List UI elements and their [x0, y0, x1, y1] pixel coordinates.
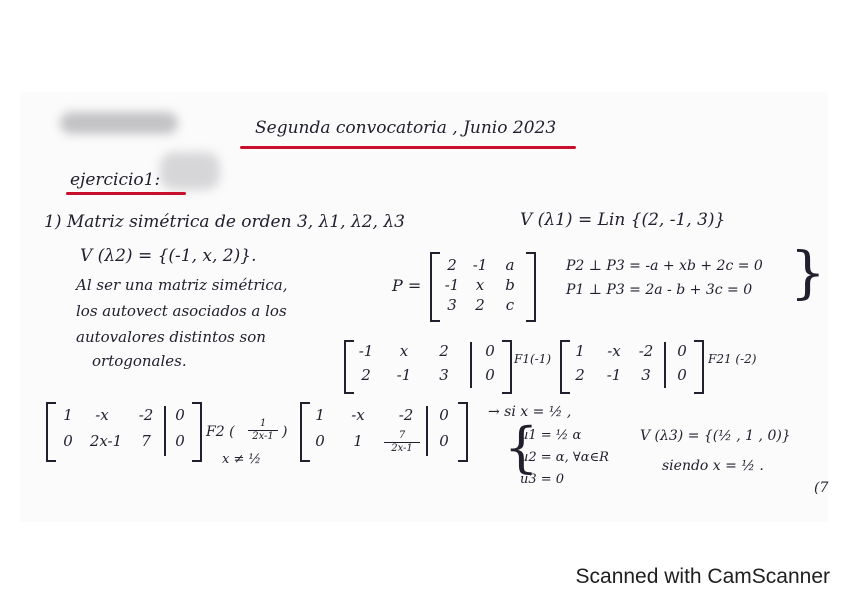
- reasoning-line: Al ser una matriz simétrica,: [76, 276, 288, 294]
- condition-note: x ≠ ½: [222, 452, 262, 467]
- matrix-cell: 0: [175, 406, 185, 424]
- matrix-bracket-right: [502, 340, 512, 394]
- matrix-cell: 7: [141, 432, 151, 450]
- matrix-cell: 0: [677, 342, 687, 360]
- redacted-name: [60, 112, 178, 134]
- matrix-cell: 2: [447, 256, 457, 274]
- matrix-cell: b: [505, 276, 515, 294]
- matrix-bracket-right: [694, 340, 704, 394]
- matrix-cell: 3: [641, 366, 651, 384]
- matrix-cell: -1: [606, 366, 622, 384]
- fraction-denominator: 2x-1: [391, 443, 413, 454]
- section-underline: [66, 192, 186, 195]
- solution-u1: u1 = ½ α: [520, 428, 582, 443]
- row-op-3-fraction: [248, 418, 278, 443]
- orthogonality-eq2: P1 ⊥ P3 = 2a - b + 3c = 0: [566, 282, 753, 298]
- matrix-cell: 1: [315, 406, 325, 424]
- matrix-cell: 3: [439, 366, 449, 384]
- matrix-cell: 3: [447, 296, 457, 314]
- matrix-cell: 2: [361, 366, 371, 384]
- row-op-2: F21 (-2): [708, 352, 757, 366]
- redacted-smudge: [160, 152, 220, 190]
- matrix-cell: 2: [575, 366, 585, 384]
- matrix-cell: -1: [472, 256, 488, 274]
- matrix-cell: -2: [138, 406, 154, 424]
- matrix-fraction-cell: [384, 430, 420, 455]
- matrix-bracket-right: [192, 402, 202, 462]
- page-number: (7: [814, 480, 829, 496]
- title-underline: [240, 146, 576, 149]
- solution-u2: u2 = α, ∀α∈R: [520, 450, 609, 465]
- matrix-p-label: P =: [392, 276, 422, 295]
- fraction-denominator: 2x-1: [252, 431, 274, 442]
- matrix-cell: 1: [63, 406, 73, 424]
- matrix-cell: 0: [439, 432, 449, 450]
- matrix-cell: a: [505, 256, 515, 274]
- matrix-cell: -1: [396, 366, 412, 384]
- solution-condition: → si x = ½ ,: [488, 404, 572, 420]
- matrix-cell: 0: [63, 432, 73, 450]
- row-op-3-suffix: ): [282, 424, 288, 440]
- matrix-cell: x: [399, 342, 409, 360]
- matrix-bracket-right: [458, 402, 468, 462]
- orthogonality-eq1: P2 ⊥ P3 = -a + xb + 2c = 0: [566, 258, 763, 274]
- fraction-numerator: 7: [384, 430, 420, 443]
- augment-bar: [426, 406, 428, 456]
- matrix-cell: c: [505, 296, 515, 314]
- matrix-cell: 2x-1: [89, 432, 123, 450]
- reasoning-line: los autovect asociados a los: [76, 302, 287, 320]
- fraction-numerator: 1: [248, 418, 278, 431]
- row-op-3-prefix: F2 (: [206, 424, 235, 440]
- matrix-bracket-right: [526, 252, 536, 322]
- matrix-cell: -x: [95, 406, 109, 424]
- augment-bar: [664, 342, 666, 388]
- solution-brace-left: {: [504, 416, 539, 479]
- page-title: Segunda convocatoria , Junio 2023: [255, 118, 557, 138]
- matrix-cell: -2: [638, 342, 654, 360]
- row-op-1: F1(-1): [514, 352, 552, 366]
- matrix-cell: 0: [677, 366, 687, 384]
- matrix-cell: x: [475, 276, 485, 294]
- statement-v1: V (λ1) = Lin {(2, -1, 3)}: [520, 210, 726, 230]
- matrix-cell: 2: [475, 296, 485, 314]
- statement-line1: 1) Matriz simétrica de orden 3, λ1, λ2, λ3: [44, 212, 405, 232]
- matrix-cell: -1: [358, 342, 374, 360]
- reasoning-line: autovalores distintos son: [76, 328, 266, 346]
- matrix-cell: -2: [398, 406, 414, 424]
- reasoning-line: ortogonales.: [92, 352, 187, 370]
- matrix-cell: 1: [575, 342, 585, 360]
- section-label: ejercicio1:: [70, 170, 161, 190]
- augment-bar: [470, 342, 472, 388]
- result-eigenspace: V (λ3) = {(½ , 1 , 0)}: [640, 428, 791, 444]
- matrix-cell: 0: [315, 432, 325, 450]
- result-note: siendo x = ½ .: [662, 458, 764, 474]
- matrix-cell: 0: [175, 432, 185, 450]
- solution-u3: u3 = 0: [520, 472, 565, 487]
- matrix-cell: -x: [607, 342, 621, 360]
- matrix-cell: -x: [351, 406, 365, 424]
- statement-line2: V (λ2) = {(-1, x, 2)}.: [80, 246, 257, 266]
- matrix-cell: 0: [485, 366, 495, 384]
- camscanner-watermark: Scanned with CamScanner: [575, 565, 830, 588]
- matrix-cell: 0: [439, 406, 449, 424]
- matrix-cell: 1: [353, 432, 363, 450]
- matrix-cell: 2: [439, 342, 449, 360]
- matrix-cell: -1: [444, 276, 460, 294]
- matrix-cell: 0: [485, 342, 495, 360]
- system-brace-right: }: [790, 241, 826, 306]
